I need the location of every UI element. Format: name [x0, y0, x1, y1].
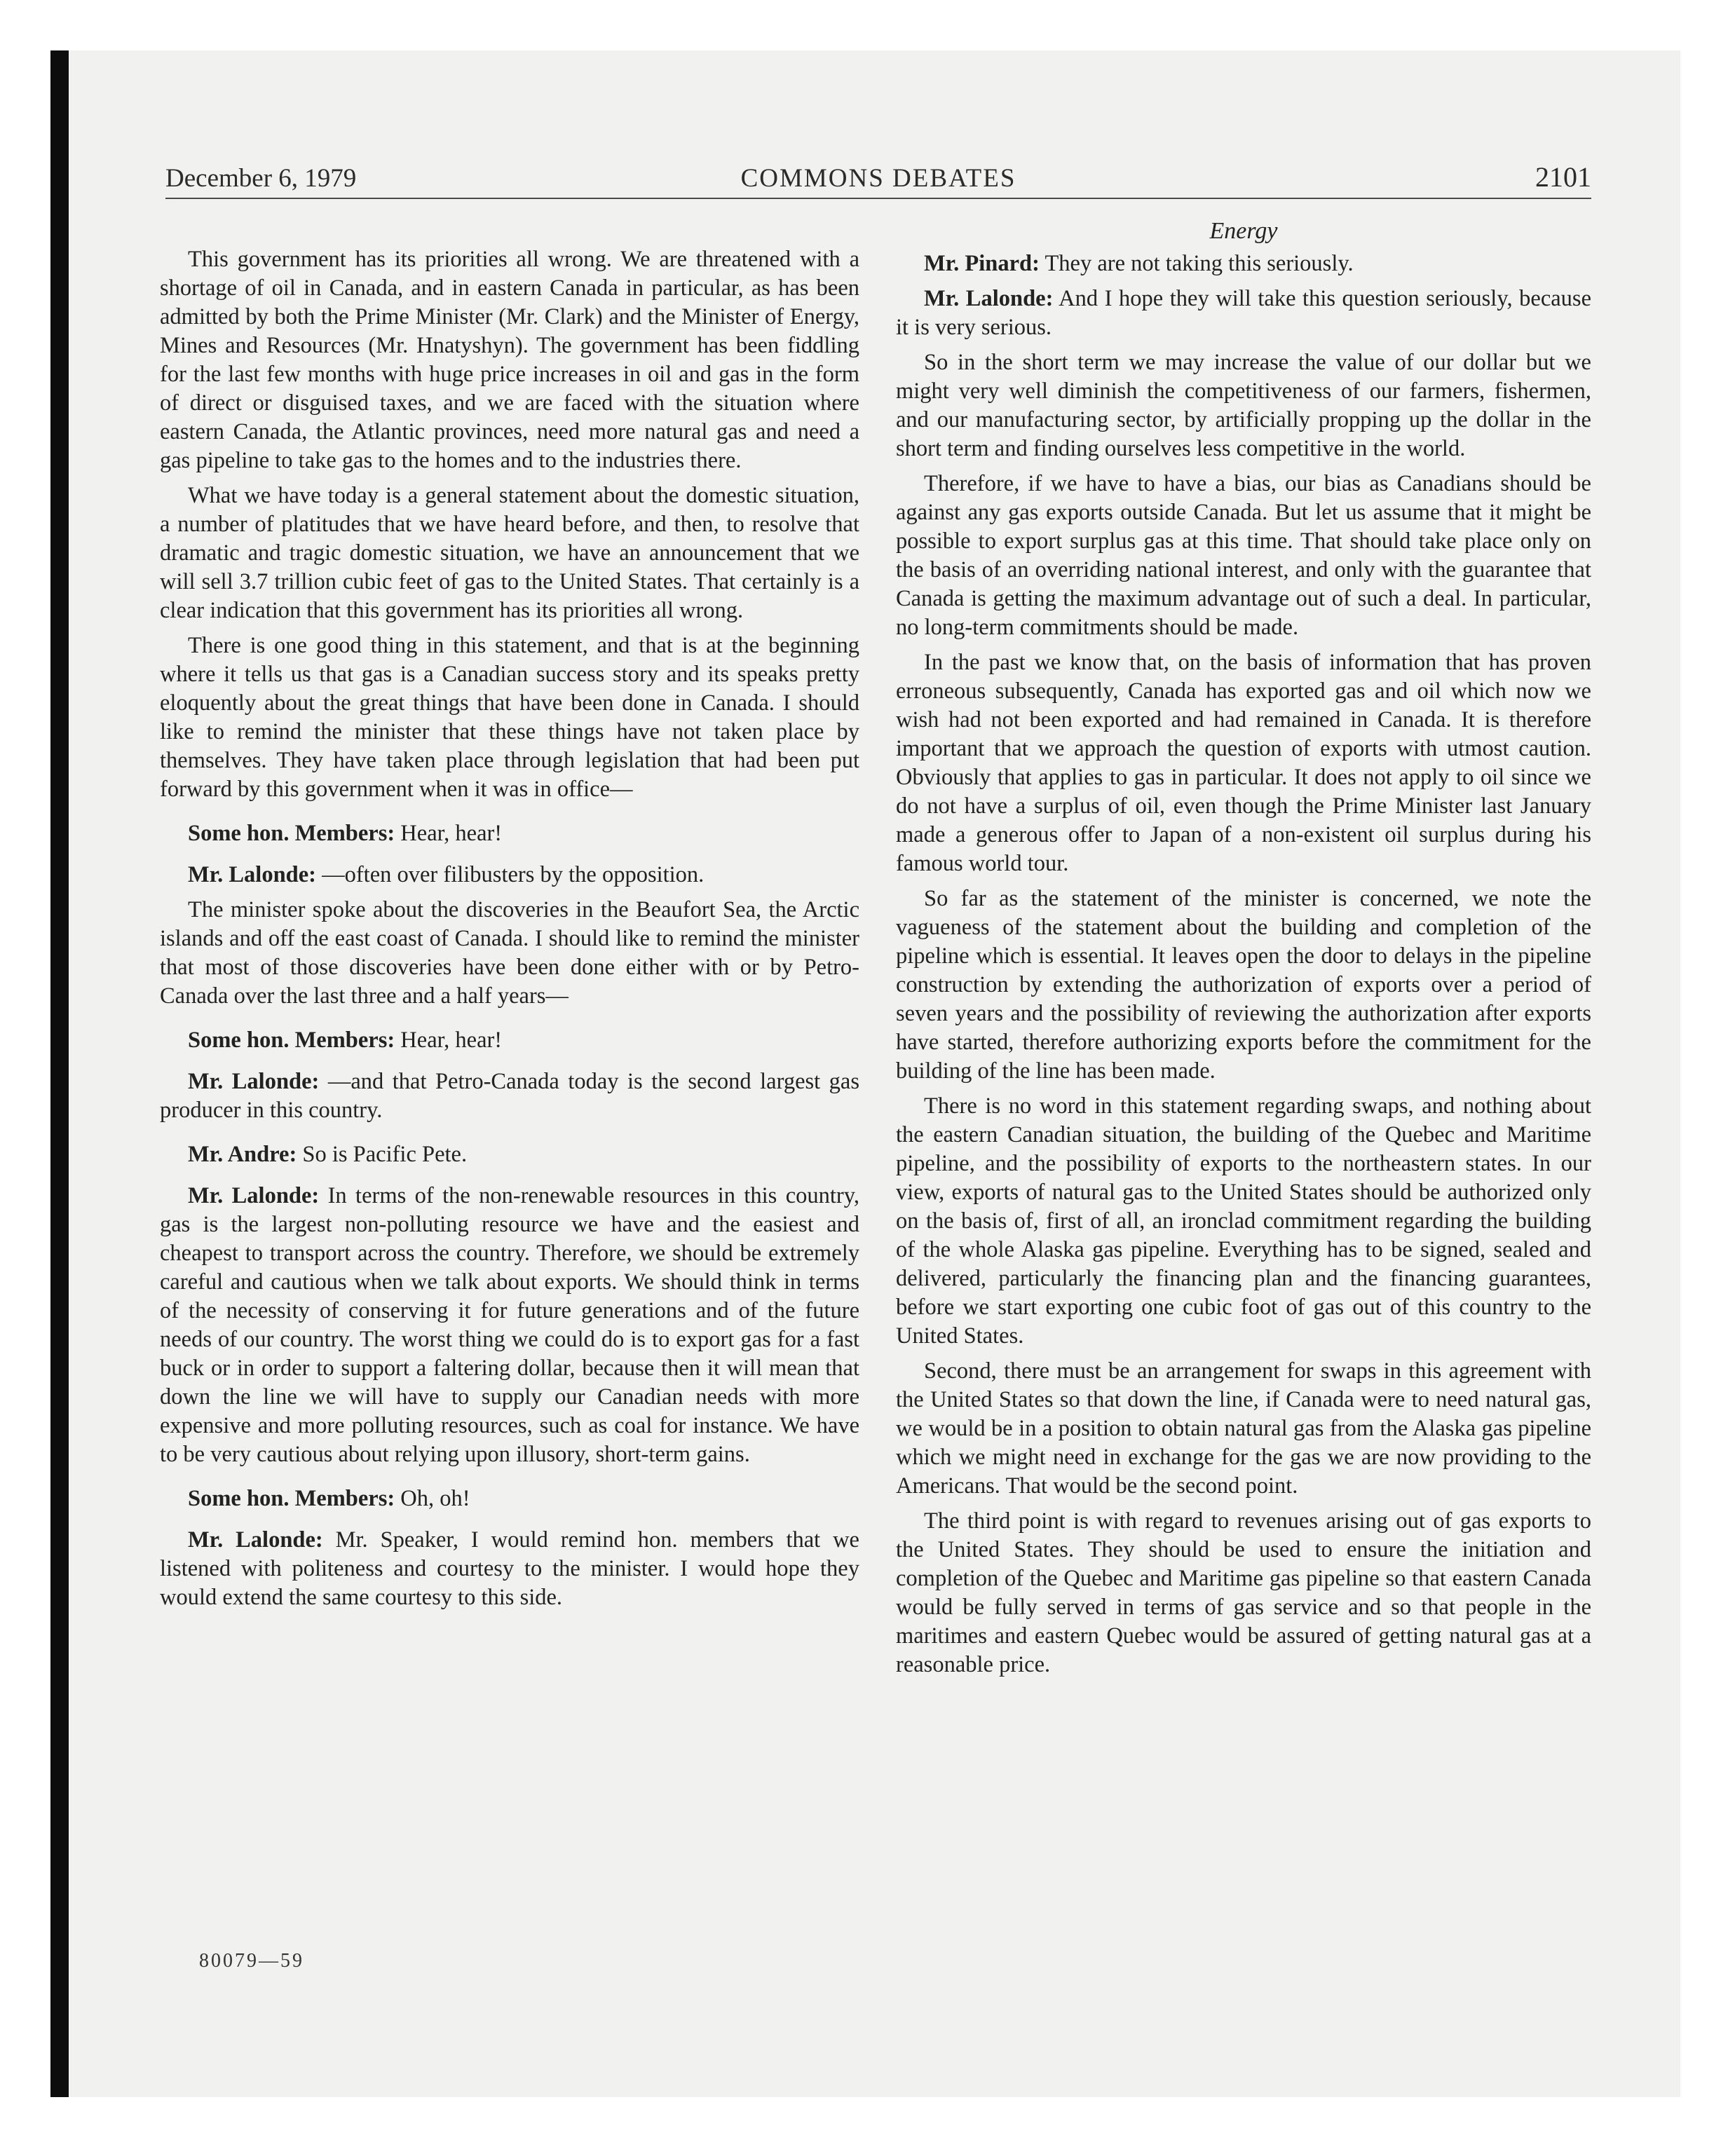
footer-code: 80079—59	[199, 1950, 304, 1972]
speech-text: Hear, hear!	[395, 821, 503, 846]
paragraph: There is no word in this statement regarding swaps, and nothing about the eastern Canadian situation, the building of the Quebec and Maritime pipeline, and the possibility of exports to the northeastern states. In our view, exports of natural gas to the United States should be authorized only on the basis of, first of all, an ironclad commitment regarding the building of the whole Alaska gas pipeline. Everything has to be signed, sealed and delivered, particularly the financing plan and the financing guarantees, before we start exporting one cubic foot of gas out of this country to the United States.	[896, 1093, 1591, 1349]
interjection	[160, 1485, 859, 1513]
speech	[896, 250, 1591, 278]
paragraph: What we have today is a general statement about the domestic situation, a number of platitudes that we have heard before, and then, to resolve that dramatic and tragic domestic situation, we have an announcement that we will sell 3.7 trillion cubic feet of gas to the United States. That certainly is a clear indication that this government has its priorities all wrong.	[160, 483, 859, 623]
left-column	[160, 245, 859, 1618]
paragraph: So far as the statement of the minister is concerned, we note the vagueness of the statement about the building and completion of the pipeline which is essential. It leaves open the door to delays in the pipeline construction by extending the authorization of exports over a period of seven years and the possibility of reviewing the authorization after exports have started, therefore authorizing exports before the commitment for the building of the line has been made.	[896, 886, 1591, 1084]
speech	[160, 1526, 859, 1612]
paragraph: The minister spoke about the discoveries in the Beaufort Sea, the Arctic islands and off the east coast of Canada. I should like to remind the minister that most of those discoveries have been done either with or by Petro-Canada over the last three and a half years—	[160, 897, 859, 1009]
speech-text: So is Pacific Pete.	[297, 1142, 468, 1167]
paragraph: The third point is with regard to revenues arising out of gas exports to the United States. They should be used to ensure the initiation and completion of the Quebec and Maritime gas pipeline so that eastern Canada would be fully served in terms of gas service and so that people in the maritimes and eastern Quebec would be assured of getting natural gas at a reasonable price.	[896, 1508, 1591, 1677]
interjection	[160, 1026, 859, 1055]
speech-text: In terms of the non-renewable resources in this country, gas is the largest non-polluting resource we have and the easiest and cheapest to transport across the country. Therefore, we should be extremely careful and cautious when we talk about exports. We should think in terms of the necessity of conserving it for future generations and of the future needs of our country. The worst thing we could do is to export gas for a fast buck or in order to support a faltering dollar, because then it will mean that down the line we will have to supply our Canadian needs with more expensive and more polluting resources, such as coal for instance. We have to be very cautious about relying upon illusory, short-term gains.	[160, 1183, 859, 1467]
speaker-name: Some hon. Members:	[188, 821, 395, 846]
speech	[160, 1182, 859, 1469]
paragraph: There is one good thing in this statement, and that is at the beginning where it tells us that gas is a Canadian success story and its speaks pretty eloquently about the great things that have been done in Canada. I should like to remind the minister that these things have not taken place by themselves. They have taken place through legislation that had been put forward by this government when it was in office—	[160, 633, 859, 802]
speech-text: Hear, hear!	[395, 1028, 503, 1053]
speaker-name: Mr. Pinard:	[924, 251, 1040, 276]
header-title: COMMONS DEBATES	[740, 164, 1016, 193]
paragraph: Therefore, if we have to have a bias, our bias as Canadians should be against any gas exports outside Canada. But let us assume that it might be possible to export surplus gas at this time. That should take place only on the basis of an overriding national interest, and only with the guarantee that Canada is getting the maximum advantage out of such a deal. In particular, no long-term commitments should be made.	[896, 471, 1591, 640]
running-header	[165, 156, 1591, 199]
paragraph: Second, there must be an arrangement for swaps in this agreement with the United States so that down the line, if Canada were to need natural gas, we would be in a position to obtain natural gas from the Alaska gas pipeline which we might need in exchange for the gas we are now providing to the Americans. That would be the second point.	[896, 1358, 1591, 1499]
speech	[160, 1140, 859, 1169]
speaker-name: Some hon. Members:	[188, 1028, 395, 1053]
paragraph: This government has its priorities all wrong. We are threatened with a shortage of oil in Canada, and in eastern Canada in particular, as has been admitted by both the Prime Minister (Mr. Clark) and the Minister of Energy, Mines and Resources (Mr. Hnatyshyn). The government has been fiddling for the last few months with huge price increases in oil and gas in the form of direct or disguised taxes, and we are faced with the situation where eastern Canada, the Atlantic provinces, need more natural gas and need a gas pipeline to take gas to the homes and to the industries there.	[160, 247, 859, 473]
speaker-name: Mr. Lalonde:	[188, 1069, 320, 1094]
interjection	[160, 819, 859, 848]
paragraph: So in the short term we may increase the value of our dollar but we might very well diminish the competitiveness of our farmers, fishermen, and our manufacturing sector, by artificially propping up the dollar in the short term and finding ourselves less competitive in the world.	[896, 350, 1591, 461]
paragraph: In the past we know that, on the basis of information that has proven erroneous subsequently, Canada has exported gas and oil which now we wish had not been exported and had remained in Canada. It is therefore important that we approach the question of exports with utmost caution. Obviously that applies to gas in particular. It does not apply to oil since we do not have a surplus of oil, even though the Prime Minister last January made a generous offer to Japan of a non-existent oil surplus during his famous world tour.	[896, 650, 1591, 876]
speech-text: Oh, oh!	[395, 1486, 470, 1511]
right-column	[896, 216, 1591, 1686]
section-heading: Energy	[1209, 218, 1278, 244]
speech-text: Mr. Speaker, I would remind hon. members that we listened with politeness and courtesy to the minister. I would hope they would extend the same courtesy to this side.	[160, 1527, 859, 1610]
speaker-name: Mr. Lalonde:	[188, 1527, 323, 1553]
speech-text: —and that Petro-Canada today is the second largest gas producer in this country.	[160, 1069, 859, 1123]
speaker-name: Mr. Lalonde:	[188, 862, 316, 887]
speech-text: —often over filibusters by the opposition.	[315, 862, 705, 887]
header-date: December 6, 1979	[165, 164, 357, 193]
speech-text: They are not taking this seriously.	[1039, 251, 1354, 276]
speaker-name: Some hon. Members:	[188, 1486, 395, 1511]
speech	[160, 1067, 859, 1125]
speaker-name: Mr. Lalonde:	[924, 286, 1054, 311]
speaker-name: Mr. Lalonde:	[188, 1183, 320, 1208]
scan-binding-edge	[50, 50, 69, 2097]
speech	[160, 861, 859, 889]
speech-text: And I hope they will take this question seriously, because it is very serious.	[896, 286, 1591, 340]
page-number: 2101	[1535, 161, 1591, 193]
speaker-name: Mr. Andre:	[188, 1142, 297, 1167]
speech	[896, 285, 1591, 342]
